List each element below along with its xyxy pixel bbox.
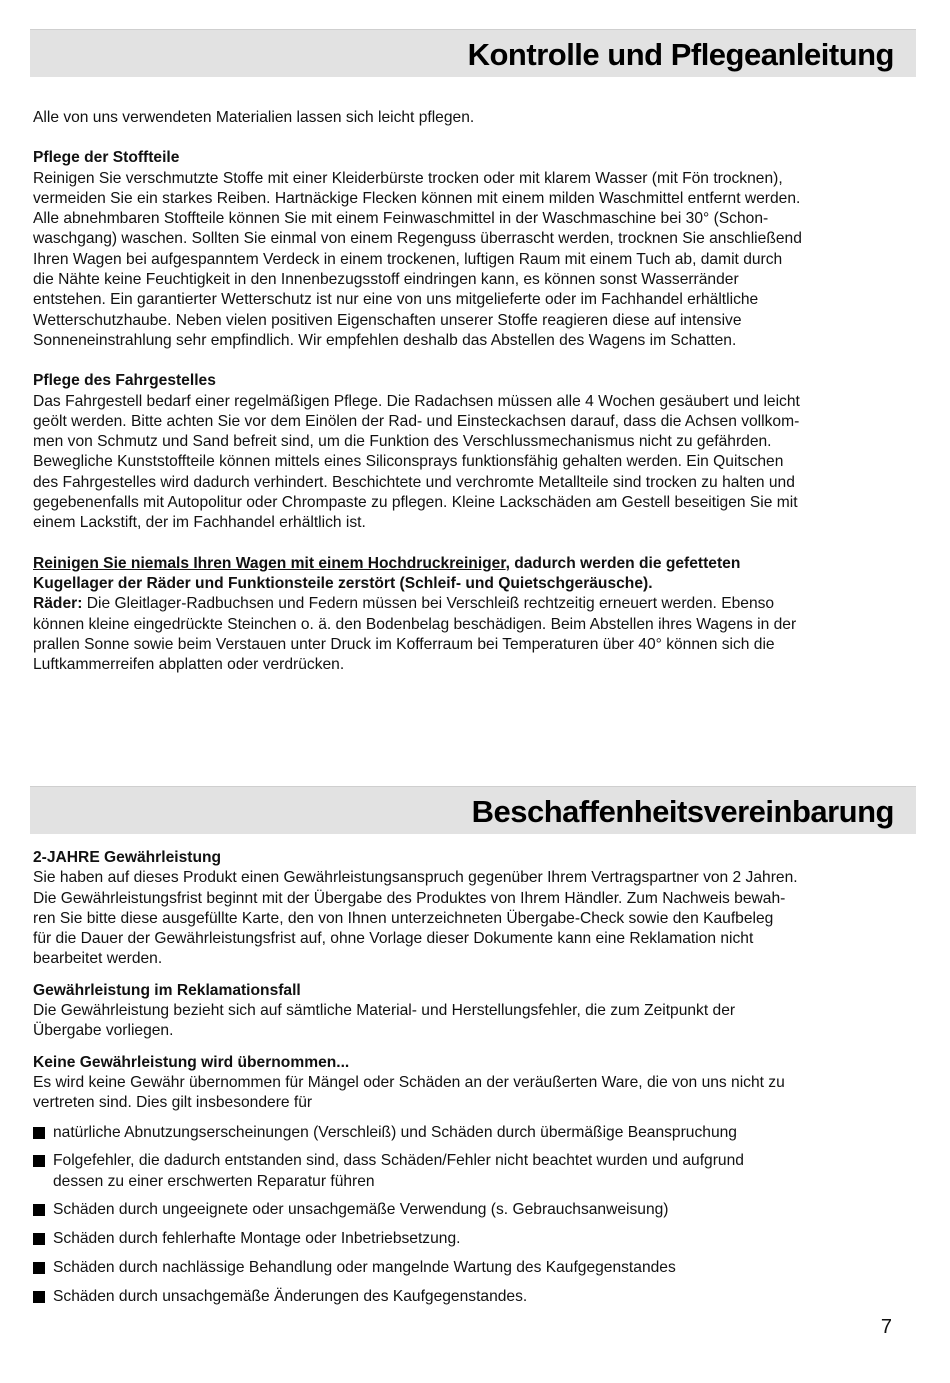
wheels-text: Die Gleitlager-Radbuchsen und Federn müssen bei Verschleiß rechtzeitig erneuert werden. Ebenso: [82, 595, 775, 613]
list-item-text: Schäden durch unsachgemäße Änderungen des Kaufgegenstandes.: [53, 1287, 528, 1305]
exclusions-text: [33, 1073, 895, 1114]
warranty-content: [33, 848, 895, 1316]
list-item-text: Folgefehler, die dadurch entstanden sind, dass Schäden/Fehler nicht beachtet wurden und aufgrund: [53, 1152, 744, 1170]
exclusions-heading: Keine Gewährleistung wird übernommen...: [33, 1053, 350, 1071]
text-line: Alle abnehmbaren Stoffteile können Sie mit einem Feinwaschmittel in der Waschmaschine bei 30° (Schon-: [33, 210, 769, 228]
list-item: [33, 1229, 895, 1249]
wheels-label: Räder:: [33, 595, 83, 613]
exclusions-list: [33, 1123, 895, 1308]
text-line: gegebenenfalls mit Autopolitur oder Chrompaste zu pflegen. Kleine Lackschäden am Gestell beseitigen Sie mit: [33, 494, 798, 512]
text-line: Bewegliche Kunststoffteile können mittels eines Siliconsprays funktionsfähig gehalten werden. Ein Quitschen: [33, 453, 784, 471]
square-bullet-icon: [33, 1127, 45, 1139]
list-item-text: natürliche Abnutzungserscheinungen (Verschleiß) und Schäden durch übermäßige Beanspruchung: [53, 1123, 737, 1141]
text-line: die Nähte keine Feuchtigkeit in den Innenbezugsstoff eindringen kann, es können sonst Wasserränder: [33, 271, 739, 289]
care-content: [33, 108, 895, 675]
list-item: [33, 1258, 895, 1278]
text-line: des Fahrgestelles wird dadurch verhindert. Beschichtete und verchromte Metallteile sind trocken zu halten und: [33, 473, 795, 491]
text-line: Reinigen Sie verschmutzte Stoffe mit einer Kleiderbürste trocken oder mit klarem Wasser (mit Fön trocknen),: [33, 169, 783, 187]
claim-heading: Gewährleistung im Reklamationsfall: [33, 981, 301, 999]
text-line: men von Schmutz und Sand befreit sind, um die Funktion des Verschlussmechanismus nicht zu gefährden.: [33, 433, 772, 451]
text-line: entstehen. Ein garantierter Wetterschutz ist nur eine von uns mitgelieferte oder im Fachhandel erhältliche: [33, 291, 759, 309]
text-line: Die Gewährleistungsfrist beginnt mit der Übergabe des Produktes von Ihrem Händler. Zum Nachweis bewah-: [33, 889, 786, 907]
square-bullet-icon: [33, 1233, 45, 1245]
warning-rest: , dadurch werden die gefetteten: [505, 554, 741, 572]
section-header-warranty: [30, 786, 916, 834]
fabric-care-text: [33, 169, 895, 352]
square-bullet-icon: [33, 1204, 45, 1216]
list-item-text: Schäden durch fehlerhafte Montage oder Inbetriebsetzung.: [53, 1230, 461, 1248]
list-item-text: Schäden durch nachlässige Behandlung oder mangelnde Wartung des Kaufgegenstandes: [53, 1259, 676, 1277]
fabric-care-heading: Pflege der Stoffteile: [33, 149, 180, 167]
section-header-care: [30, 29, 916, 77]
text-line: einem Lackstift, der im Fachhandel erhältlich ist.: [33, 514, 366, 532]
text-line: bearbeitet werden.: [33, 950, 163, 968]
warning-underlined: Reinigen Sie niemals Ihren Wagen mit einem Hochdruckreiniger: [33, 554, 506, 572]
text-line: Die Gewährleistung bezieht sich auf sämtliche Material- und Herstellungsfehler, die zum Zeitpunkt der: [33, 1002, 736, 1020]
page-number: 7: [880, 1316, 892, 1338]
section-title-care: Kontrolle und Pflegeanleitung: [467, 37, 894, 72]
care-intro: Alle von uns verwendeten Materialien lassen sich leicht pflegen.: [33, 109, 475, 126]
text-line: ren Sie bitte diese ausgefüllte Karte, den von Ihnen unterzeichneten Übergabe-Check sowie den Kaufbeleg: [33, 909, 774, 927]
text-line: Das Fahrgestell bedarf einer regelmäßigen Pflege. Die Radachsen müssen alle 4 Wochen gesäubert und leicht: [33, 392, 800, 410]
text-line: geölt werden. Bitte achten Sie vor dem Einölen der Rad- und Einsteckachsen darauf, dass die Achsen vollkom-: [33, 412, 800, 430]
text-line: vermeiden Sie ein starkes Reiben. Hartnäckige Flecken können mit einem milden Waschmittel entfernt werden.: [33, 189, 801, 207]
section-title-warranty: Beschaffenheitsvereinbarung: [471, 794, 894, 829]
text-line: für die Dauer der Gewährleistungsfrist auf, ohne Vorlage dieser Dokumente kann eine Reklamation nicht: [33, 930, 754, 948]
square-bullet-icon: [33, 1155, 45, 1167]
list-item: [33, 1287, 895, 1307]
warranty-text: [33, 868, 895, 969]
text-line: Übergabe vorliegen.: [33, 1022, 174, 1040]
warranty-heading: 2-JAHRE Gewährleistung: [33, 849, 222, 866]
text-line: können kleine eingedrückte Steinchen o. ä. den Bodenbelag beschädigen. Beim Abstellen ihres Wagens in der: [33, 615, 797, 633]
pressure-washer-warning: [33, 554, 895, 676]
square-bullet-icon: [33, 1291, 45, 1303]
text-line: vertreten sind. Dies gilt insbesondere für: [33, 1094, 313, 1112]
text-line: Es wird keine Gewähr übernommen für Mängel oder Schäden an der veräußerten Ware, die von uns nicht zu: [33, 1073, 785, 1091]
list-item: [33, 1123, 895, 1143]
text-line: waschgang) waschen. Sollten Sie einmal von einem Regenguss überrascht werden, trocknen Sie anschließend: [33, 230, 802, 248]
warning-line: Kugellager der Räder und Funktionsteile zerstört (Schleif- und Quietschgeräusche).: [33, 574, 653, 592]
claim-text: [33, 1001, 895, 1042]
text-line: Luftkammerreifen abplatten oder verdrücken.: [33, 656, 345, 674]
list-item-text: Schäden durch ungeeignete oder unsachgemäße Verwendung (s. Gebrauchsanweisung): [53, 1201, 669, 1219]
text-line: prallen Sonne sowie beim Verstauen unter Druck im Kofferraum bei Temperaturen über 40° können sich die: [33, 635, 775, 653]
text-line: Wetterschutzhaube. Neben vielen positiven Eigenschaften unserer Stoffe reagieren diese auf intensive: [33, 311, 742, 329]
wheels-line: [33, 594, 895, 614]
chassis-care-text: [33, 392, 895, 534]
text-line: Ihren Wagen bei aufgespanntem Verdeck in einem trockenen, luftigen Raum mit einem Tuch ab, damit durch: [33, 250, 783, 268]
list-item-text: dessen zu einer erschwerten Reparatur führen: [53, 1172, 375, 1190]
text-line: Sie haben auf dieses Produkt einen Gewährleistungsanspruch gegenüber Ihrem Vertragspartner von 2 Jahren.: [33, 869, 798, 887]
square-bullet-icon: [33, 1262, 45, 1274]
warning-line: [33, 554, 895, 574]
text-line: Sonneneinstrahlung sehr empfindlich. Wir empfehlen deshalb das Abstellen des Wagens im Schatten.: [33, 331, 737, 349]
list-item: [33, 1200, 895, 1220]
list-item: [33, 1151, 895, 1192]
chassis-care-heading: Pflege des Fahrgestelles: [33, 372, 216, 390]
